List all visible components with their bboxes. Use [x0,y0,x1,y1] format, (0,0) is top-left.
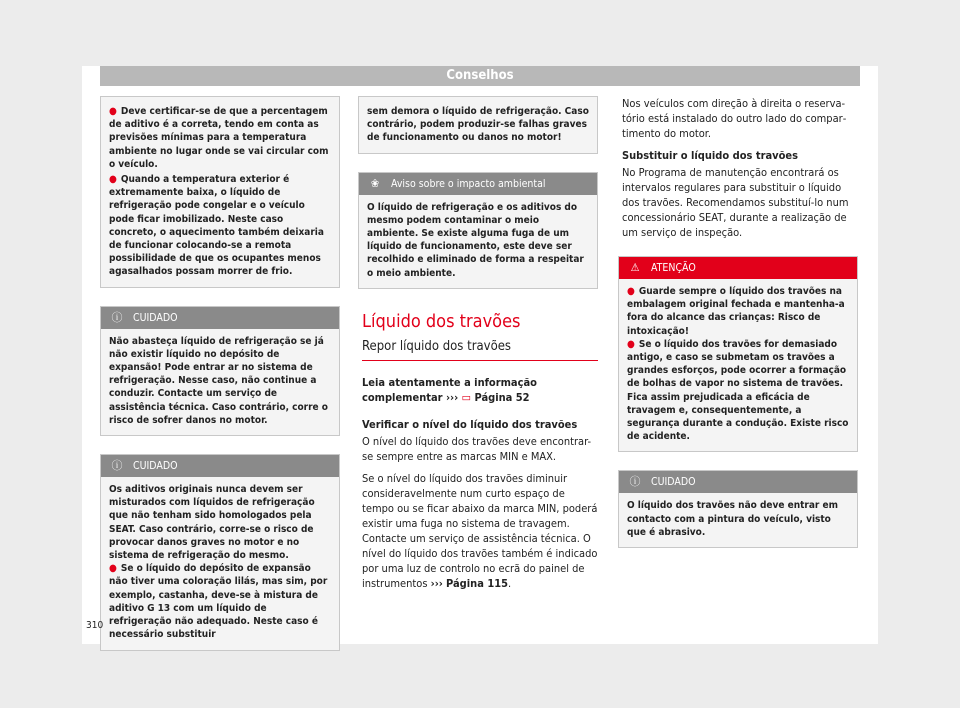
caution-box [618,470,858,548]
page-link[interactable]: Página 115 [446,576,508,590]
subsection-title: Repor líquido dos travões [362,339,598,361]
tips-box [100,96,340,288]
page-link[interactable]: Página 52 [474,390,530,404]
info-circle-icon: ⓘ [111,310,123,324]
page-number: 310 [86,620,104,631]
warning-bullet: ● Se o líquido dos travões for demasiado antigo, e caso se submetam os travões a grandes esforços, pode ocorrer a formação de bolhas de vapor no sistema de travões. Fica assim prejudicada a eficácia de travagem e, consequentemente, a segurança durante a condução. Existe risco de acidente. [627,338,849,443]
info-circle-icon: ⓘ [629,475,641,489]
book-icon: ▭ [461,390,472,404]
column-2 [358,96,598,598]
paragraph-title: Substituir o líquido dos travões [622,149,798,162]
bullet-icon: ● [109,106,117,117]
bullet-icon: ● [627,286,635,297]
caution-text: Os aditivos originais nunca devem ser misturados com líquidos de refrigeração que não tenham sido homologados pela SEAT. Caso contrário, corre-se o risco de provocar danos graves no motor e no sistema de refrigeração do mesmo. [109,484,315,562]
link-arrows: ››› [445,390,459,404]
caution-text: Não abasteça líquido de refrigeração se já não existir líquido no depósito de expansão! Pode entrar ar no sistema de refrigeração. Nesse caso, não continue a conduzir. Contacte um serviço de assistência técnica. Caso contrário, corre o risco de sofrer danos no motor. [109,335,328,426]
info-circle-icon: ⓘ [111,459,123,473]
leaf-icon: ❀ [370,176,380,190]
column-3 [618,96,858,566]
caution-box [100,454,340,650]
warning-box [618,256,858,452]
bullet-icon: ● [109,174,117,186]
warning-triangle-icon: ⚠ [630,261,640,274]
caution-header: ⓘ CUIDADO [101,307,339,329]
caution-bullet: ● Se o líquido do depósito de expansão não tiver uma coloração lilás, mas sim, por exemplo, castanha, deve-se à mistura de aditivo G 13 com um líquido de refrigeração não adequado. Neste caso é necessário substituir [109,563,328,641]
paragraph: No Programa de manutenção encontrará os intervalos regulares para substituir o líquido dos travões. Recomendamos substituí-lo num concessionário SEAT, durante a realização de um serviço de inspeção. [622,166,849,239]
warning-bullet: ● Guarde sempre o líquido dos travões na embalagem original fechada e mantenha-a fora do alcance das crianças: Risco de intoxicação! [627,286,845,337]
environment-header: ❀ Aviso sobre o impacto ambiental [359,173,597,195]
section-header: Conselhos [100,66,860,86]
tip-bullet: ● Deve certificar-se de que a percentagem de aditivo é a correta, tendo em conta as previsões mínimas para a temperatura ambiente no lugar onde se vai circular com o veículo. [109,106,329,170]
caution-header: ⓘ CUIDADO [619,471,857,493]
caution-header: ⓘ CUIDADO [101,455,339,477]
tip-bullet: ● Quando a temperatura exterior é extremamente baixa, o líquido de refrigeração pode congelar e o veículo pode ficar imobilizado. Neste caso concreto, o aquecimento também deixaria de funcionar colocando-se a remota possibilidade de que os ocupantes menos agasalhados possam morrer de frio. [109,174,324,278]
environment-box [358,172,598,289]
environment-text: O líquido de refrigeração e os aditivos do mesmo podem contaminar o meio ambiente. Se existe alguma fuga de um líquido de funcionamento, este deve ser recolhido e eliminado de forma a respeitar o meio ambiente. [367,201,584,279]
paragraph: O nível do líquido dos travões deve encontrar-se sempre entre as marcas MIN e MAX. [362,434,592,463]
column-1 [100,96,340,669]
section-title: Líquido dos travões [362,310,521,332]
caution-continued-box [358,96,598,154]
warning-header: ⚠ ATENÇÃO [619,257,857,279]
link-arrows: ››› [430,576,443,590]
bullet-icon: ● [109,563,117,575]
bullet-icon: ● [627,338,635,350]
caution-text: sem demora o líquido de refrigeração. Caso contrário, podem produzir-se falhas graves de funcionamento ou danos no motor! [367,106,589,144]
paragraph: Nos veículos com direção à direita o reservatório está instalado do outro lado do compartimento do motor. [622,97,847,140]
paragraph-title: Verificar o nível do líquido dos travões [362,417,578,431]
paragraph: Se o nível do líquido dos travões diminuir consideravelmente num curto espaço de tempo ou se ficar abaixo da marca MIN, poderá existir uma fuga no sistema de travagem. Contacte um serviço de assistência técnica. O nível do líquido dos travões também é indicado por uma luz de controlo no ecrã do painel de instrumentos ››› Página 115. [362,471,598,590]
intro-text: Leia atentamente a informação complementar ››› ▭ Página 52 [362,375,537,404]
caution-text: O líquido dos travões não deve entrar em contacto com a pintura do veículo, visto que é abrasivo. [627,500,838,538]
caution-box [100,306,340,436]
